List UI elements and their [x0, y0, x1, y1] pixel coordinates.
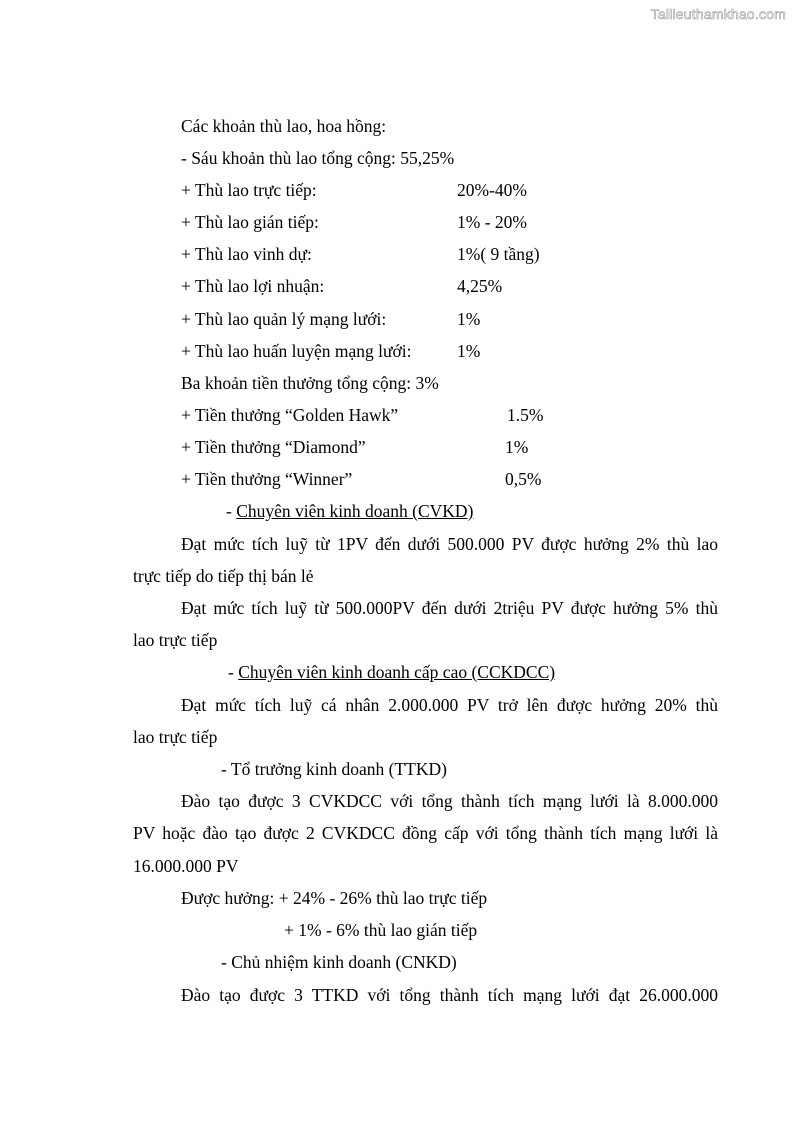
- commission-value: 1%( 9 tầng): [457, 244, 540, 264]
- commission-value: 1% - 20%: [457, 212, 527, 232]
- bonus-label: + Tiền thưởng “Diamond”: [181, 437, 366, 457]
- three-total-line: Ba khoản tiền thưởng tổng cộng: 3%: [181, 373, 439, 393]
- commission-value: 1%: [457, 309, 481, 329]
- commission-label: + Thù lao vinh dự:: [181, 244, 312, 264]
- commission-label: + Thù lao huấn luyện mạng lưới:: [181, 341, 412, 361]
- paragraph-line: Đạt mức tích luỹ cá nhân 2.000.000 PV trở lên được hưởng 20% thù: [181, 695, 718, 715]
- commission-label: + Thù lao trực tiếp:: [181, 180, 317, 200]
- bonus-value: 1%: [505, 437, 529, 457]
- commission-value: 4,25%: [457, 276, 503, 296]
- section-heading-cvkd: [226, 501, 473, 521]
- heading-text: Chuyên viên kinh doanh cấp cao (CCKDCC): [238, 662, 556, 682]
- heading-dash: -: [226, 501, 237, 521]
- heading-text: Chuyên viên kinh doanh (CVKD): [236, 501, 474, 521]
- paragraph-line: Đào tạo được 3 TTKD với tổng thành tích mạng lưới đạt 26.000.000: [181, 985, 718, 1005]
- benefit-line: + 1% - 6% thù lao gián tiếp: [284, 920, 478, 940]
- paragraph-line: Đạt mức tích luỹ từ 500.000PV đến dưới 2triệu PV được hưởng 5% thù: [181, 598, 718, 618]
- commission-label: + Thù lao quản lý mạng lưới:: [181, 309, 387, 329]
- commission-value: 20%-40%: [457, 180, 527, 200]
- paragraph-line: PV hoặc đào tạo được 2 CVKDCC đồng cấp với tổng thành tích mạng lưới là: [133, 823, 718, 843]
- paragraph-line: Đạt mức tích luỹ từ 1PV đến dưới 500.000 PV được hưởng 2% thù lao: [181, 534, 718, 554]
- paragraph-line: lao trực tiếp: [133, 630, 218, 650]
- paragraph-line: trực tiếp do tiếp thị bán lẻ: [133, 566, 314, 586]
- bonus-value: 0,5%: [505, 469, 542, 489]
- paragraph-line: lao trực tiếp: [133, 727, 218, 747]
- paragraph-line: 16.000.000 PV: [133, 856, 239, 876]
- bonus-value: 1.5%: [507, 405, 544, 425]
- heading-dash: -: [228, 662, 239, 682]
- section-heading-ttkd: - Tổ trưởng kinh doanh (TTKD): [221, 759, 447, 779]
- six-total-line: - Sáu khoản thù lao tổng cộng: 55,25%: [181, 148, 455, 168]
- commission-value: 1%: [457, 341, 481, 361]
- commission-label: + Thù lao lợi nhuận:: [181, 276, 325, 296]
- bonus-label: + Tiền thưởng “Winner”: [181, 469, 353, 489]
- paragraph-line: Đào tạo được 3 CVKDCC với tổng thành tích mạng lưới là 8.000.000: [181, 791, 718, 811]
- commission-label: + Thù lao gián tiếp:: [181, 212, 319, 232]
- section-heading-cnkd: - Chủ nhiệm kinh doanh (CNKD): [221, 952, 457, 972]
- watermark: Tailieuthamkhao.com: [650, 6, 786, 22]
- section-heading-cckdcc: [228, 662, 555, 682]
- intro-line: Các khoản thù lao, hoa hồng:: [181, 116, 387, 136]
- bonus-label: + Tiền thưởng “Golden Hawk”: [181, 405, 399, 425]
- benefit-line: Được hưởng: + 24% - 26% thù lao trực tiếp: [181, 888, 488, 908]
